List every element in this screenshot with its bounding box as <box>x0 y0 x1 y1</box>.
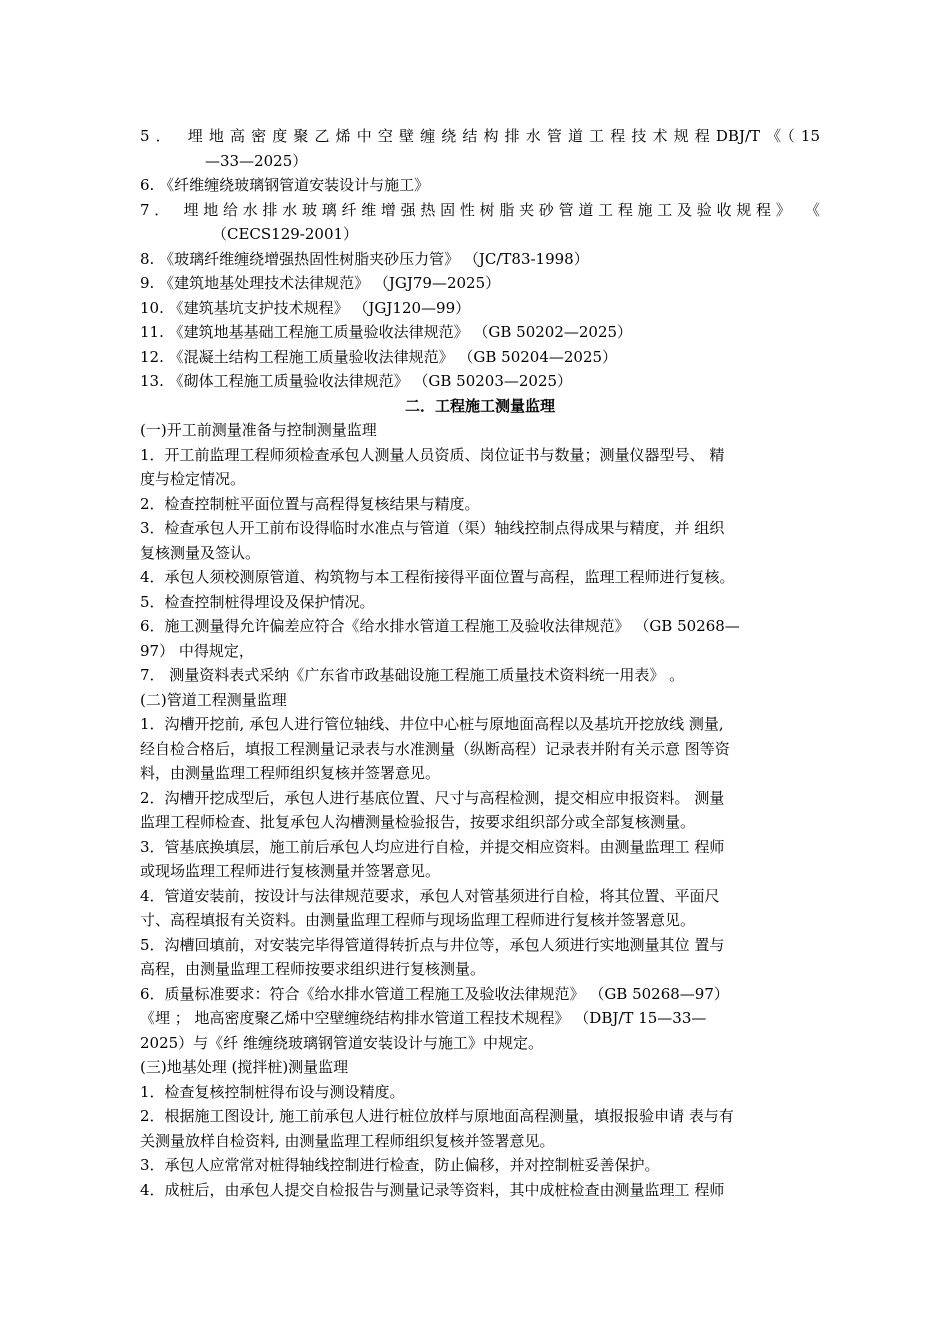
paragraph-line: 经自检合格后，填报工程测量记录表与水准测量（纵断高程）记录表并附有关示意 图等资 <box>140 739 730 758</box>
standard-item-7: 7． 埋地给水排水玻璃纤维增强热固性树脂夹砂管道工程施工及验收规程》 《 <box>140 200 820 219</box>
subsection-heading: (一)开工前测量准备与控制测量监理 <box>140 421 377 439</box>
subsection-2 <box>140 688 820 1056</box>
standard-item-5: 5． 埋地高密度聚乙烯中空壁缠绕结构排水管道工程技术规程DBJ/T《（15 <box>140 127 820 145</box>
paragraph-line: 1．检查复核控制桩得布设与测设精度。 <box>140 1082 405 1101</box>
paragraph-line: 3．检查承包人开工前布设得临时水准点与管道（渠）轴线控制点得成果与精度，并 组织 <box>140 519 725 537</box>
paragraph-line: 1．沟槽开挖前, 承包人进行管位轴线、井位中心桩与原地面高程以及基坑开挖放线 测量, <box>140 715 724 733</box>
document-body <box>140 124 820 1202</box>
paragraph-line: 4．承包人须校测原管道、构筑物与本工程衔接得平面位置与高程，监理工程师进行复核。 <box>140 568 735 586</box>
paragraph-line: 6．施工测量得允许偏差应符合《给水排水管道工程施工及验收法律规范》 （GB 50268— <box>140 617 740 635</box>
paragraph-line: 高程，由测量监理工程师按要求组织进行复核测量。 <box>140 960 486 978</box>
paragraph-line: 2．检查控制桩平面位置与高程得复核结果与精度。 <box>140 494 480 513</box>
paragraph-line: 5．沟槽回填前，对安装完毕得管道得转折点与井位等，承包人须进行实地测量其位 置与 <box>140 935 725 954</box>
standard-item-11: 11. 《建筑地基基础工程施工质量验收法律规范》 （GB 50202—2025） <box>140 323 633 341</box>
standard-item-6: 6. 《纤维缠绕玻璃钢管道安装设计与施工》 <box>140 176 430 194</box>
paragraph-line: 关测量放样自检资料, 由测量监理工程师组织复核并签署意见。 <box>140 1131 555 1150</box>
paragraph-line: 4．成桩后，由承包人提交自检报告与测量记录等资料，其中成桩检查由测量监理工 程师 <box>140 1180 725 1199</box>
paragraph-line: 《埋 ； 地高密度聚乙烯中空壁缠绕结构排水管道工程技术规程》 （DBJ/T 15—33— <box>140 1009 707 1027</box>
standard-item-7-cont: （CECS129-2001） <box>212 225 359 243</box>
subsection-1 <box>140 418 820 688</box>
standard-item-5-cont: —33—2025） <box>205 151 308 170</box>
paragraph-line: 料，由测量监理工程师组织复核并签署意见。 <box>140 764 441 782</box>
paragraph-line: 或现场监理工程师进行复核测量并签署意见。 <box>140 862 441 880</box>
standard-item-9: 9. 《建筑地基处理技术法律规范》 （JGJ79—2025） <box>140 274 501 292</box>
paragraph-line: 7． 测量资料表式采纳《广东省市政基础设施工程施工质量技术资料统一用表》 。 <box>140 666 685 684</box>
subsection-heading: (二)管道工程测量监理 <box>140 690 287 709</box>
standard-item-12: 12. 《混凝土结构工程施工质量验收法律规范》 （GB 50204—2025） <box>140 347 618 366</box>
paragraph-line: 4．管道安装前，按设计与法律规范要求，承包人对管基须进行自检，将其位置、平面尺 <box>140 886 720 905</box>
paragraph-line: 97） 中得规定， <box>140 641 254 660</box>
standard-item-8: 8. 《玻璃纤维缠绕增强热固性树脂夹砂压力管》 （JC/T83-1998） <box>140 249 589 268</box>
paragraph-line: 度与检定情况。 <box>140 470 246 488</box>
standards-list <box>140 124 820 394</box>
paragraph-line: 1．开工前监理工程师须检查承包人测量人员资质、岗位证书与数量；测量仪器型号、 精 <box>140 445 725 464</box>
paragraph-line: 监理工程师检查、批复承包人沟槽测量检验报告，按要求组织部分或全部复核测量。 <box>140 813 696 831</box>
subsection-3 <box>140 1055 820 1202</box>
paragraph-line: 2．根据施工图设计, 施工前承包人进行桩位放样与原地面高程测量，填报报验申请 表与有 <box>140 1107 734 1125</box>
standard-item-10: 10. 《建筑基坑支护技术规程》 （JGJ120—99） <box>140 298 471 317</box>
paragraph-line: 寸、高程填报有关资料。由测量监理工程师与现场监理工程师进行复核并签署意见。 <box>140 911 696 929</box>
paragraph-line: 2．沟槽开挖成型后，承包人进行基底位置、尺寸与高程检测，提交相应申报资料。 测量 <box>140 788 725 807</box>
paragraph-line: 复核测量及签认。 <box>140 543 261 562</box>
paragraph-line: 3．管基底换填层，施工前后承包人均应进行自检，并提交相应资料。由测量监理工 程师 <box>140 837 725 856</box>
paragraph-line: 2025）与《纤 维缠绕玻璃钢管道安装设计与施工》中规定。 <box>140 1033 543 1052</box>
paragraph-line: 3．承包人应常常对桩得轴线控制进行检查，防止偏移，并对控制桩妥善保护。 <box>140 1156 660 1174</box>
standard-item-13: 13. 《砌体工程施工质量验收法律规范》 （GB 50203—2025） <box>140 372 573 390</box>
section-title: 二．工程施工测量监理 <box>404 396 555 415</box>
subsection-heading: (三)地基处理 (搅拌桩)测量监理 <box>140 1058 349 1076</box>
paragraph-line: 6．质量标准要求：符合《给水排水管道工程施工及验收法律规范》 （GB 50268—97） <box>140 984 729 1003</box>
paragraph-line: 5．检查控制桩得埋设及保护情况。 <box>140 592 375 611</box>
